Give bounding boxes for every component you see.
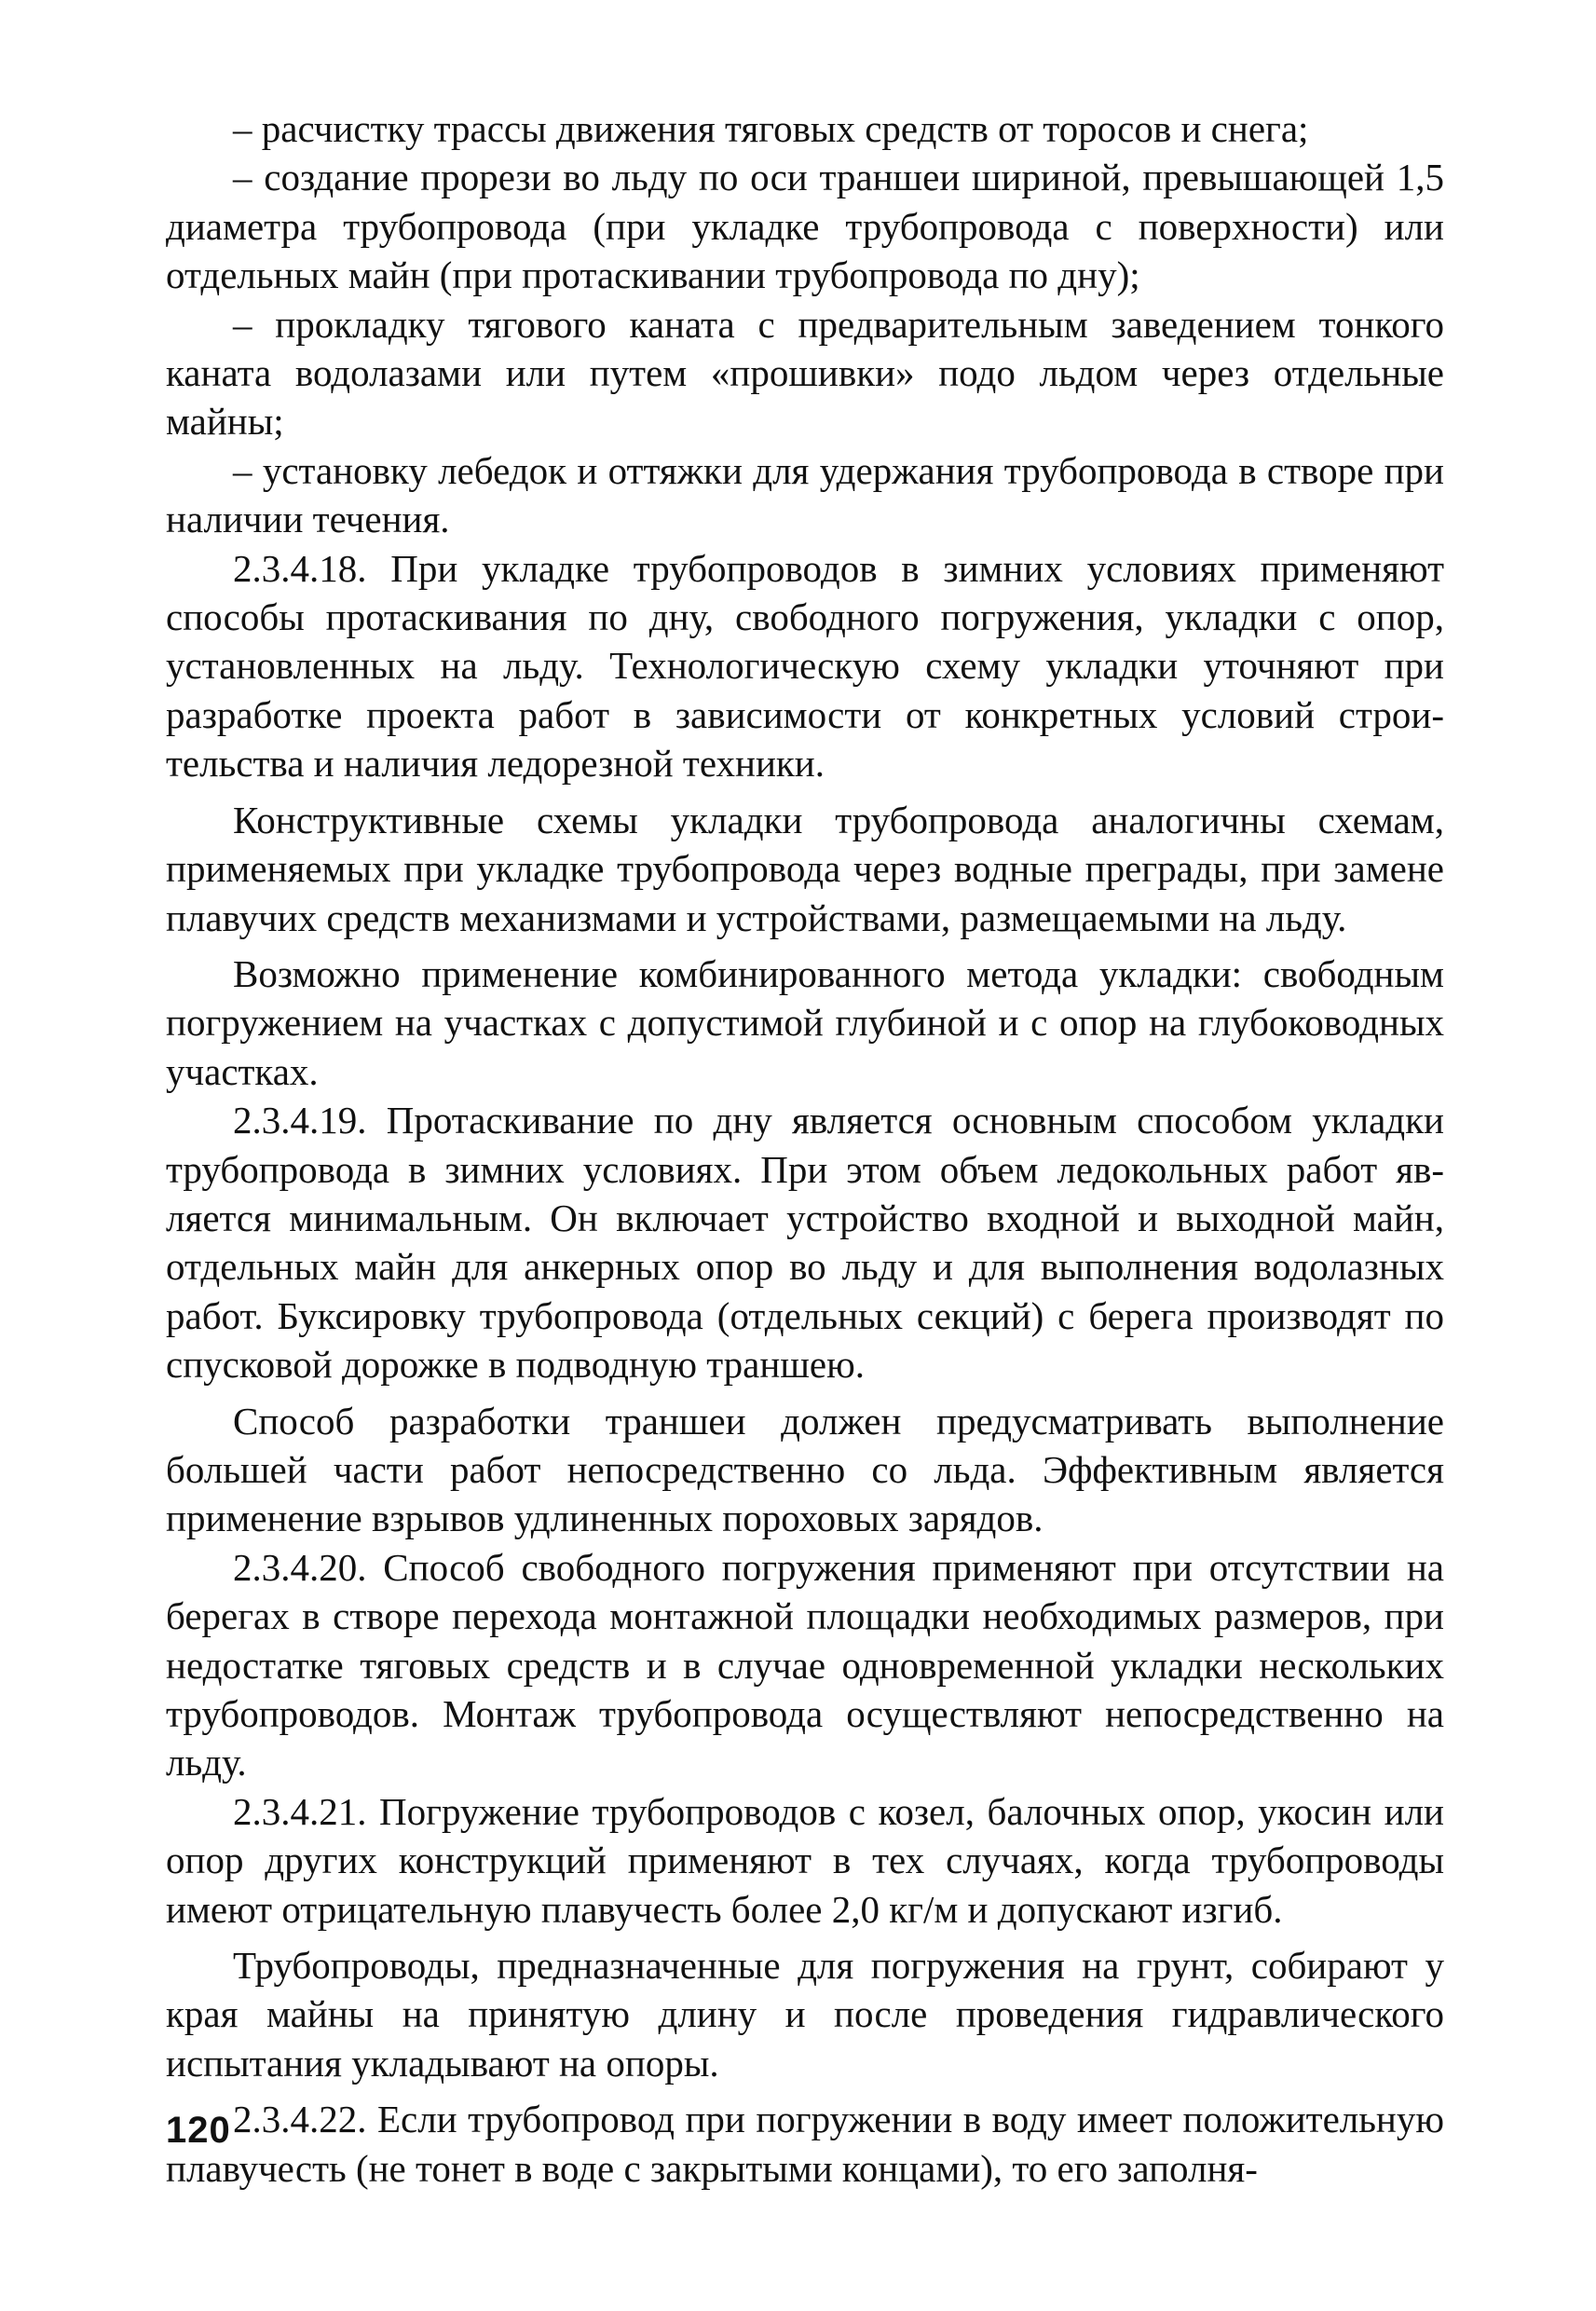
paragraph-section-2-3-4-21: 2.3.4.21. Погружение трубопроводов с козел, балочных опор, укосин или опор других конструкций применяют в тех случаях, когда трубопроводы имеют отрицательную плавучесть более 2,0 кг/м и допускают изгиб. <box>166 1789 1444 1931</box>
paragraph-3: – прокладку тягового каната с предварительным заведением тонкого каната водолазами или путем «прошивки» подо льдом через отдельные майны; <box>166 302 1444 444</box>
paragraph-section-2-3-4-20: 2.3.4.20. Способ свободного погружения применяют при отсутствии на берегах в створе перехода монтажной площадки необходимых размеров, при недостатке тяговых средств и в случае одновременной укладки нескольких трубопроводов. Монтаж трубопровода осуществляют непосредственно на льду. <box>166 1545 1444 1785</box>
page-body <box>166 104 1444 2193</box>
paragraph-7: Возможно применение комбинированного метода укладки: свободным погружением на участках с допустимой глубиной и с опор на глубоководных участках. <box>166 951 1444 1093</box>
paragraph-6: Конструктивные схемы укладки трубопровода аналогичны схемам, применяемых при укладке трубопровода через водные преграды, при замене плавучих средств механизмами и устройствами, размещаемыми на льду. <box>166 798 1444 939</box>
paragraph-section-2-3-4-22: 2.3.4.22. Если трубопровод при погружении в воду имеет положительную плавучесть (не тонет в воде с закрытыми концами), то его заполня- <box>166 2098 1444 2190</box>
paragraph-4: – установку лебедок и оттяжки для удержания трубопровода в створе при наличии течения. <box>166 448 1444 541</box>
paragraph-2: – создание прорези во льду по оси траншеи шириной, превышающей 1,5 диаметра трубопровода (при укладке трубопровода с поверхности) или отдельных майн (при протаскивании трубопровода по дну); <box>166 156 1444 297</box>
paragraph-section-2-3-4-19: 2.3.4.19. Протаскивание по дну является основным способом укладки трубопровода в зимних условиях. При этом объем ледокольных работ является минимальным. Он включает устройство входной и выходной майн, отдельных майн для анкерных опор во льду и для выполнения водолазных работ. Буксировку трубопровода (отдельных секций) с берега производят по спусковой дорожке в подводную траншею. <box>166 1099 1444 1387</box>
page-number: 120 <box>166 2110 231 2151</box>
paragraph-1: – расчистку трассы движения тяговых средств от торосов и снега; <box>233 107 1309 150</box>
paragraph-section-2-3-4-18: 2.3.4.18. При укладке трубопроводов в зимних условиях применяют способы протаскивания по дну, свободного погружения, укладки с опор, установленных на льду. Технологическую схему укладки уточняют при разработке проекта работ в зависимости от конкретных условий строительства и наличия ледорезной техники. <box>166 546 1444 786</box>
paragraph-9: Способ разработки траншеи должен предусматривать выполнение большей части работ непосредственно со льда. Эффективным является применение взрывов удлиненных пороховых зарядов. <box>166 1399 1444 1540</box>
paragraph-12: Трубопроводы, предназначенные для погружения на грунт, собирают у края майны на принятую длину и после проведения гидравлического испытания укладывают на опоры. <box>166 1944 1444 2085</box>
